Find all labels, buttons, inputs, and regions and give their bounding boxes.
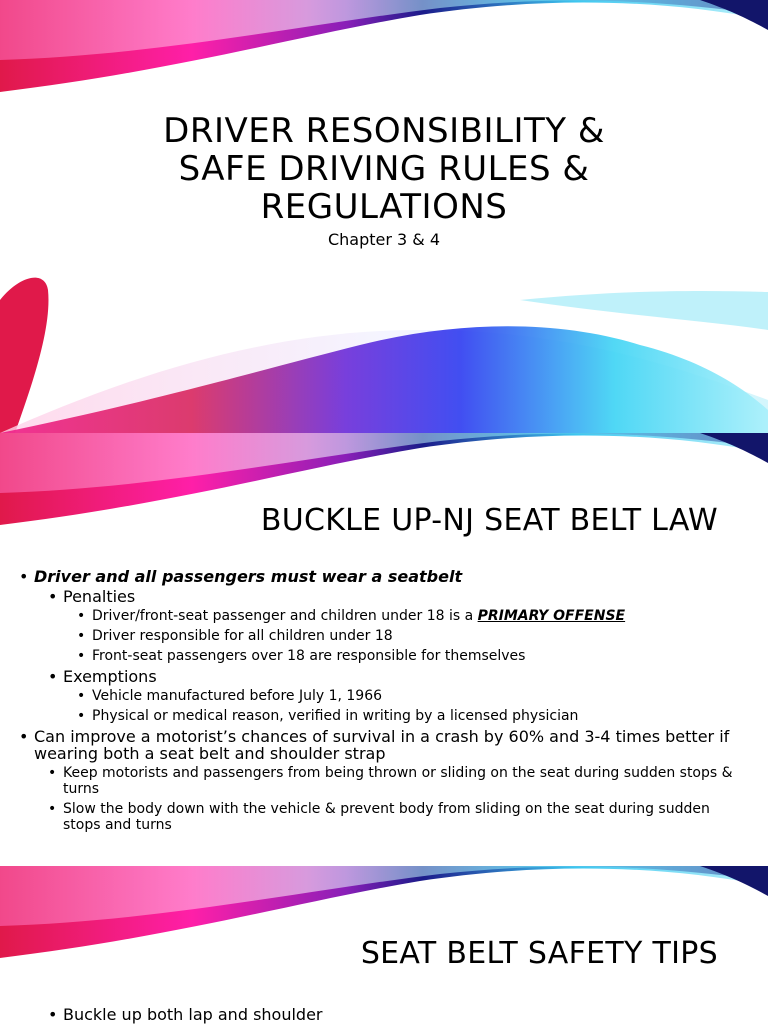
title-line: REGULATIONS <box>260 187 508 227</box>
list-item: • Driver responsible for all children under 18 <box>92 628 744 644</box>
list-item: • Driver/front-seat passenger and children under 18 is a PRIMARY OFFENSE <box>92 608 744 624</box>
list-item: • Penalties • Driver/front-seat passenger and children under 18 is a PRIMARY OFFENSE • Driver responsible for all children under 18 • Front-seat passengers over 18 are responsible for themselves <box>63 588 744 664</box>
slide-subtitle: Chapter 3 & 4 <box>327 230 441 249</box>
list-item: • Physical or medical reason, verified in writing by a licensed physician <box>92 708 744 724</box>
list-item: • Buckle up both lap and shoulder <box>63 1006 763 1023</box>
list-item: • Exemptions • Vehicle manufactured before July 1, 1966 • Physical or medical reason, verified in writing by a licensed physician <box>63 668 744 724</box>
title-slide <box>0 0 768 433</box>
slide-title: BUCKLE UP-NJ SEAT BELT LAW <box>260 503 718 538</box>
list-item: • Can improve a motorist’s chances of survival in a crash by 60% and 3-4 times better if wearing both a seat belt and shoulder strap • Keep motorists and passengers from being thrown or sliding on the seat during sudden stops & turns • Slow the body down with the vehicle & prevent body from sliding on the seat during sudden stops and turns <box>34 728 744 833</box>
list-item: • Keep motorists and passengers from being thrown or sliding on the seat during sudden stops & turns <box>63 765 744 797</box>
title-line: DRIVER RESONSIBILITY & <box>163 111 605 151</box>
seat-belt-law-slide <box>0 433 768 866</box>
primary-offense-emphasis: PRIMARY OFFENSE <box>477 608 626 624</box>
bullet-list <box>34 568 744 837</box>
list-item: • Vehicle manufactured before July 1, 1966 <box>92 688 744 704</box>
list-item: • Slow the body down with the vehicle & prevent body from sliding on the seat during sudden stops and turns <box>63 801 744 833</box>
title-line: SAFE DRIVING RULES & <box>178 149 590 189</box>
slide-title <box>0 112 768 226</box>
seat-belt-tips-slide <box>0 866 768 1024</box>
list-item: • Driver and all passengers must wear a seatbelt • Penalties • Driver/front-seat passenger and children under 18 is a PRIMARY OFFENSE • Driver responsible for all children under 18 • Front-seat passengers over 18 are responsible for themselves • Exemptions • Vehicle manufactured before July 1, 1966 • Physical or medical reason, verified in writing by a licensed physician <box>34 568 744 724</box>
slide-title: SEAT BELT SAFETY TIPS <box>360 936 718 971</box>
list-item: • Front-seat passengers over 18 are responsible for themselves <box>92 648 744 664</box>
bullet-list <box>63 1006 763 1024</box>
